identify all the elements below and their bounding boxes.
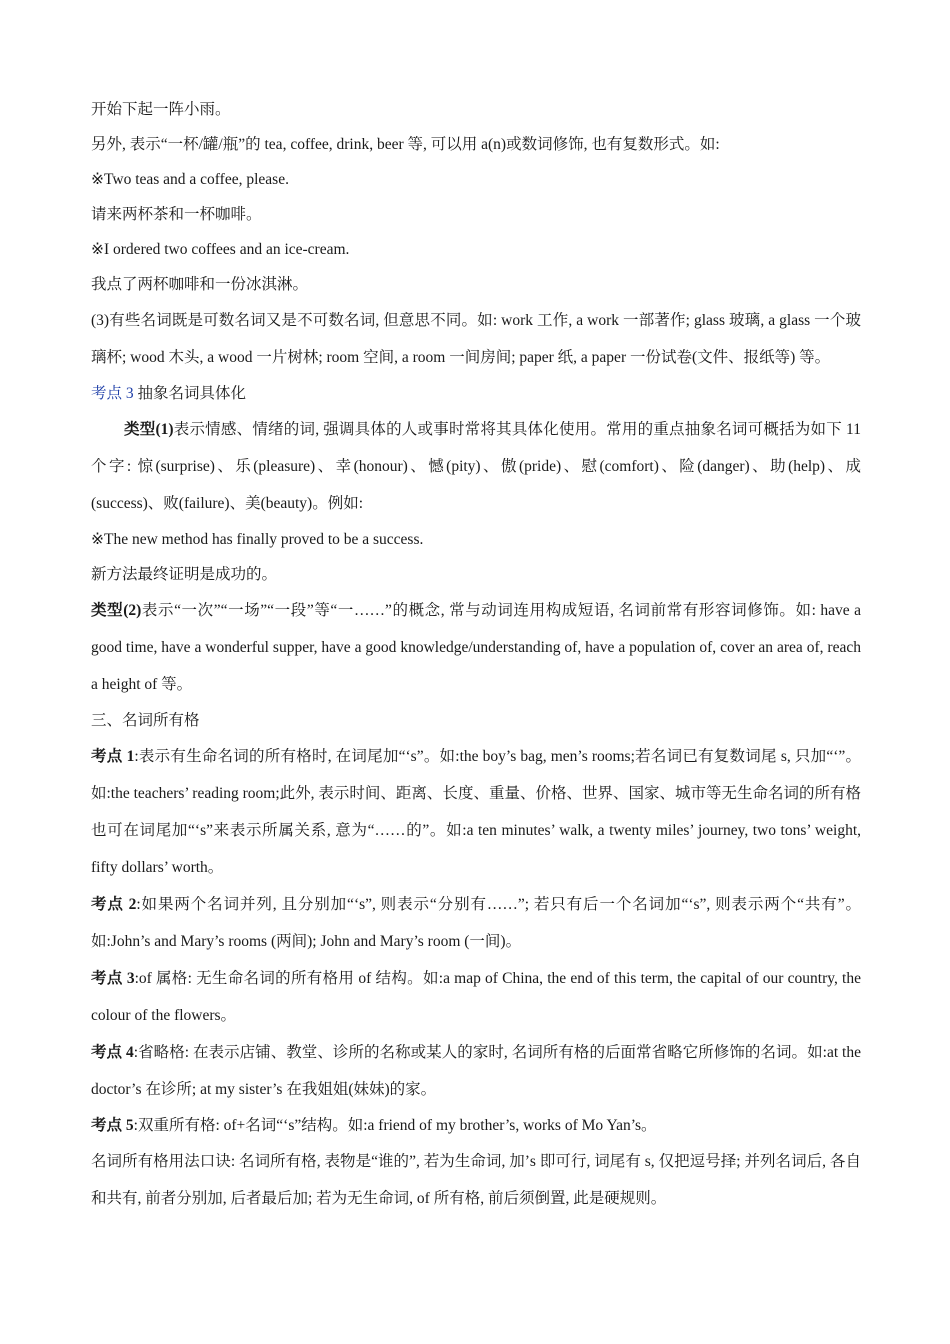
example-translation: 新方法最终证明是成功的。: [91, 566, 278, 583]
example-translation: 请来两杯茶和一杯咖啡。: [91, 206, 262, 223]
point-text: :of 属格: 无生命名词的所有格用 of 结构。如:a map of China, the end of this term, the capital of our country, the colour of the flowers。: [91, 970, 861, 1024]
point-text: :表示有生命名词的所有格时, 在词尾加“‘s”。如:the boy’s bag, men’s rooms;若名词已有复数词尾 s, 只加“‘”。如:the teachers’ reading room;此外, 表示时间、距离、长度、重量、价格、世界、国家、城市等无生命名词的所有格也可在词尾加“‘s”来表示所属关系, 意为“……的”。如:a ten minutes’ walk, a twenty miles’ journey, two tons’ weight, fifty dollars’ worth。: [91, 748, 861, 876]
document-body: [91, 92, 861, 1217]
mnemonic-rhyme: 名词所有格用法口诀: 名词所有格, 表物是“谁的”, 若为生命词, 加’s 即可行, 词尾有 s, 仅把逗号择; 并列名词后, 各自和共有, 前者分别加, 后者最后加; 若为无生命词, of 所有格, 前后须倒置, 此是硬规则。: [91, 1153, 861, 1207]
point-label: 考点 4: [91, 1044, 134, 1061]
section-title: 三、名词所有格: [91, 712, 200, 729]
type-label: 类型(1): [124, 421, 174, 438]
type-label: 类型(2): [91, 602, 142, 619]
point-3: [91, 960, 861, 1034]
point-5: [91, 1108, 861, 1143]
point-text: :省略格: 在表示店铺、教堂、诊所的名称或某人的家时, 名词所有格的后面常省略它所修饰的名词。如:at the doctor’s 在诊所; at my sister’s 在我姐姐(妹妹)的家。: [91, 1044, 861, 1098]
point-label: 考点 3: [91, 970, 135, 987]
type-text: 表示情感、情绪的词, 强调具体的人或事时常将其具体化使用。常用的重点抽象名词可概括为如下 11 个字: 惊(surprise)、乐(pleasure)、幸(honour)、憾(pity)、傲(pride)、慰(comfort)、险(danger)、助(help)、成(success)、败(failure)、美(beauty)。例如:: [91, 421, 861, 512]
section-heading: [91, 376, 861, 411]
point-label: 考点 5: [91, 1117, 134, 1134]
point-label: 考点 1: [91, 748, 135, 765]
example-sentence: ※Two teas and a coffee, please.: [91, 171, 289, 188]
point-label: 考点 2: [91, 896, 137, 913]
paragraph-type-1: [91, 411, 861, 522]
paragraph: (3)有些名词既是可数名词又是不可数名词, 但意思不同。如: work 工作, a work 一部著作; glass 玻璃, a glass 一个玻璃杯; wood 木头, a wood 一片树林; room 空间, a room 一间房间; paper 纸, a paper 一份试卷(文件、报纸等) 等。: [91, 312, 861, 366]
paragraph: 另外, 表示“一杯/罐/瓶”的 tea, coffee, drink, beer 等, 可以用 a(n)或数词修饰, 也有复数形式。如:: [91, 136, 720, 153]
type-text: 表示“一次”“一场”“一段”等“一……”的概念, 常与动词连用构成短语, 名词前常有形容词修饰。如: have a good time, have a wonderful supper, have a good knowledge/understanding of, have a population of, cover an area of, reach a height of 等。: [91, 602, 861, 693]
example-translation: 我点了两杯咖啡和一份冰淇淋。: [91, 276, 309, 293]
heading-text: 抽象名词具体化: [133, 385, 247, 402]
example-sentence: ※I ordered two coffees and an ice-cream.: [91, 241, 350, 258]
point-text: :如果两个名词并列, 且分别加“‘s”, 则表示“分别有……”; 若只有后一个名词加“‘s”, 则表示两个“共有”。如:John’s and Mary’s rooms (两间); John and Mary’s room (一间)。: [91, 896, 861, 950]
point-1: [91, 738, 861, 886]
point-4: [91, 1034, 861, 1108]
paragraph-type-2: [91, 592, 861, 703]
example-sentence: ※The new method has finally proved to be a success.: [91, 531, 424, 548]
heading-label: 考点 3: [91, 385, 134, 402]
paragraph: 开始下起一阵小雨。: [91, 101, 231, 118]
point-2: [91, 886, 861, 960]
point-text: :双重所有格: of+名词“‘s”结构。如:a friend of my brother’s, works of Mo Yan’s。: [133, 1117, 657, 1134]
